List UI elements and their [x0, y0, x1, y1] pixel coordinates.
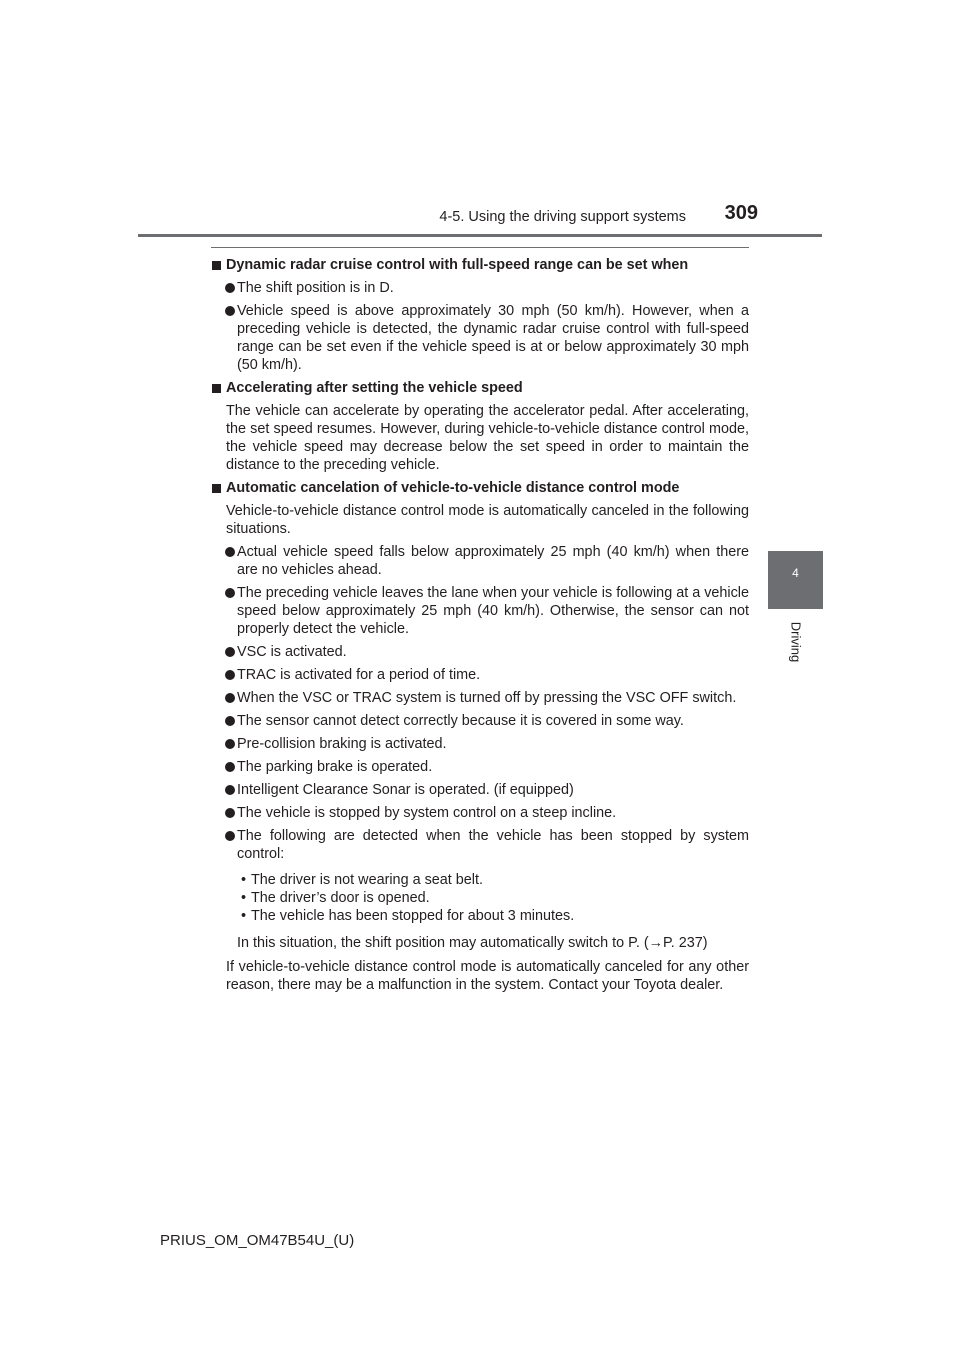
chapter-number: 4: [792, 566, 799, 580]
bullet-dot-icon: [225, 808, 235, 818]
list-item: The following are detected when the vehicle has been stopped by system control:: [211, 827, 749, 863]
list-item: The shift position is in D.: [211, 279, 749, 297]
list-item: The preceding vehicle leaves the lane when your vehicle is following at a vehicle speed below approximately 25 mph (40 km/h). Otherwise, the sensor can not properly detect the vehicle.: [211, 584, 749, 638]
paragraph: If vehicle-to-vehicle distance control mode is automatically canceled for any other reason, there may be a malfunction in the system. Contact your Toyota dealer.: [226, 959, 749, 993]
square-bullet-icon: [212, 261, 221, 270]
note-text: In this situation, the shift position may automatically switch to P. (→P. 237): [237, 935, 708, 951]
bullet-dot-icon: [225, 739, 235, 749]
sub-list-item: • The driver’s door is opened.: [241, 890, 430, 906]
page-number: 309: [724, 202, 758, 224]
main-content: [211, 247, 749, 999]
section-heading: Dynamic radar cruise control with full-speed range can be set when: [211, 256, 749, 274]
list-item: Actual vehicle speed falls below approximately 25 mph (40 km/h) when there are no vehicles ahead.: [211, 543, 749, 579]
sub-list-item: • The driver is not wearing a seat belt.: [241, 872, 483, 888]
list-item: Pre-collision braking is activated.: [211, 735, 749, 753]
bullet-dot-icon: [225, 670, 235, 680]
chapter-label: Driving: [788, 621, 804, 663]
list-item: Intelligent Clearance Sonar is operated. (if equipped): [211, 781, 749, 799]
list-item: The parking brake is operated.: [211, 758, 749, 776]
page-header: [138, 200, 822, 237]
square-bullet-icon: [212, 384, 221, 393]
bullet-dot-icon: [225, 831, 235, 841]
list-item: Vehicle speed is above approximately 30 mph (50 km/h). However, when a preceding vehicle is detected, the dynamic radar cruise control with full-speed range can be set even if the vehicle speed is at or below approximately 30 mph (50 km/h).: [211, 302, 749, 374]
section-heading: Accelerating after setting the vehicle speed: [211, 379, 749, 397]
section-heading: Automatic cancelation of vehicle-to-vehicle distance control mode: [211, 479, 749, 497]
paragraph: Vehicle-to-vehicle distance control mode is automatically canceled in the following situations.: [226, 503, 749, 537]
list-item: The sensor cannot detect correctly because it is covered in some way.: [211, 712, 749, 730]
chapter-tab: [768, 551, 823, 609]
bullet-dot-icon: [225, 762, 235, 772]
bullet-dot-icon: [225, 647, 235, 657]
list-item: The vehicle is stopped by system control on a steep incline.: [211, 804, 749, 822]
sub-list-item: • The vehicle has been stopped for about 3 minutes.: [241, 908, 575, 924]
list-item: When the VSC or TRAC system is turned off by pressing the VSC OFF switch.: [211, 689, 749, 707]
bullet-dot-icon: [225, 283, 235, 293]
list-item: VSC is activated.: [211, 643, 749, 661]
bullet-dot-icon: [225, 547, 235, 557]
bullet-dot-icon: [225, 716, 235, 726]
section-title: 4-5. Using the driving support systems: [439, 209, 686, 225]
bullet-dot-icon: [225, 588, 235, 598]
paragraph: The vehicle can accelerate by operating the accelerator pedal. After accelerating, the set speed resumes. However, during vehicle-to-vehicle distance control mode, the vehicle speed may decrease below the set speed in order to maintain the distance to the preceding vehicle.: [226, 403, 749, 473]
bullet-dot-icon: [225, 785, 235, 795]
square-bullet-icon: [212, 484, 221, 493]
list-item: TRAC is activated for a period of time.: [211, 666, 749, 684]
document-id: PRIUS_OM_OM47B54U_(U): [160, 1232, 355, 1249]
bullet-dot-icon: [225, 306, 235, 316]
bullet-dot-icon: [225, 693, 235, 703]
